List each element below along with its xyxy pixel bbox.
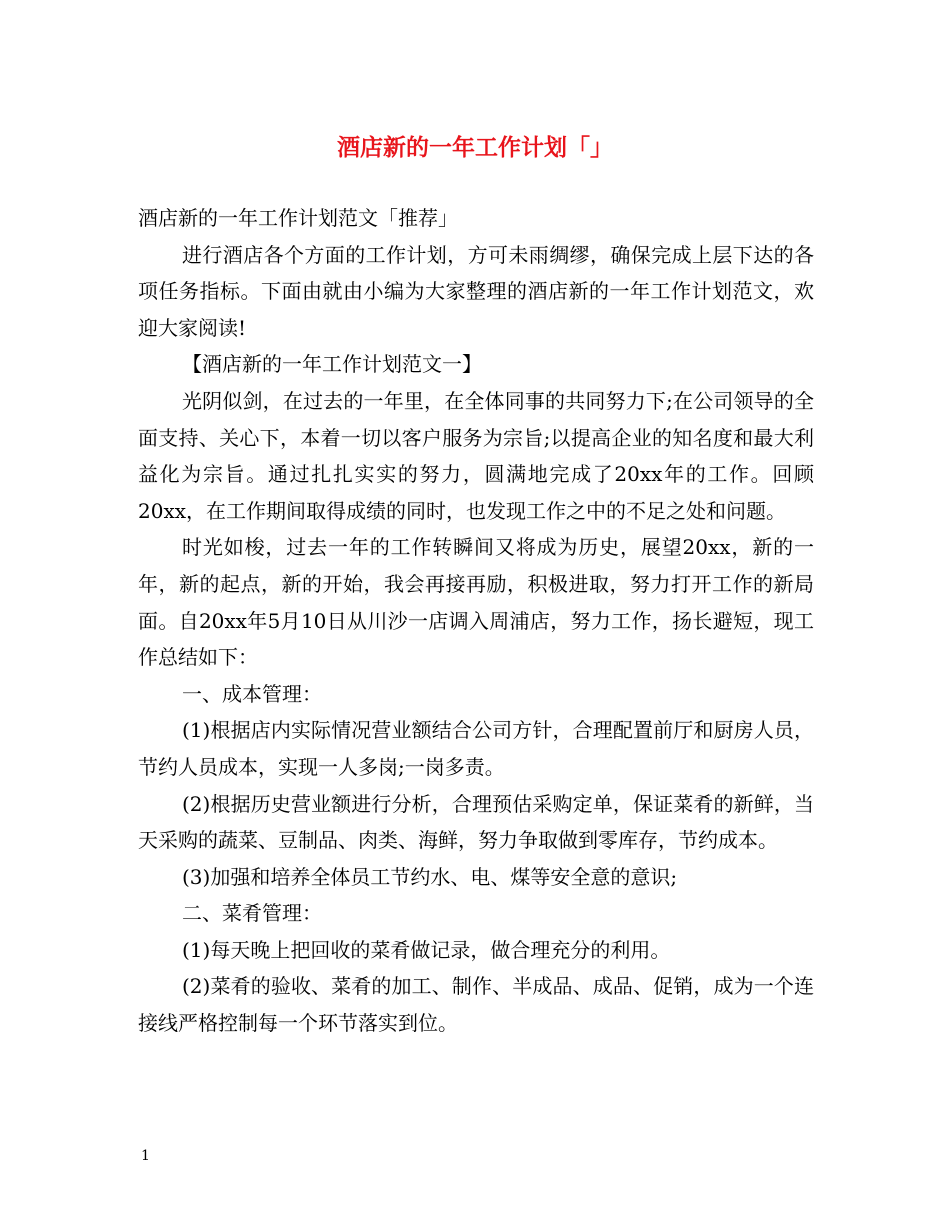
intro-paragraph: 进行酒店各个方面的工作计划，方可未雨绸缪，确保完成上层下达的各项任务指标。下面由就由小编为大家整理的酒店新的一年工作计划范文，欢迎大家阅读!	[138, 242, 814, 340]
section-heading: 二、菜肴管理：	[182, 901, 322, 926]
document-title: 酒店新的一年工作计划「」	[337, 134, 613, 161]
section-heading: 一、成本管理：	[182, 681, 322, 706]
page-number: 1	[141, 1148, 150, 1164]
list-item: (1)根据店内实际情况营业额结合公司方针，合理配置前厅和厨房人员，节约人员成本，实现一人多岗;一岗多责。	[138, 718, 814, 779]
section-heading: 【酒店新的一年工作计划范文一】	[182, 352, 482, 377]
list-item: (3)加强和培养全体员工节约水、电、煤等安全意的意识;	[182, 864, 678, 889]
document-body	[138, 200, 814, 1042]
list-item: (2)菜肴的验收、菜肴的加工、制作、半成品、成品、促销，成为一个连接线严格控制每一个环节落实到位。	[138, 974, 814, 1036]
list-item: (2)根据历史营业额进行分析，合理预估采购定单，保证菜肴的新鲜，当天采购的蔬菜、豆制品、肉类、海鲜，努力争取做到零库存，节约成本。	[138, 791, 814, 853]
list-item: (1)每天晚上把回收的菜肴做记录，做合理充分的利用。	[182, 937, 671, 962]
body-paragraph: 光阴似剑，在过去的一年里，在全体同事的共同努力下;在公司领导的全面支持、关心下，本着一切以客户服务为宗旨;以提高企业的知名度和最大利益化为宗旨。通过扎扎实实的努力，圆满地完成了20xx年的工作。回顾20xx，在工作期间取得成绩的同时，也发现工作之中的不足之处和问题。	[138, 388, 814, 523]
body-paragraph: 时光如梭，过去一年的工作转瞬间又将成为历史，展望20xx，新的一年，新的起点，新的开始，我会再接再励，积极进取，努力打开工作的新局面。自20xx年5月10日从川沙一店调入周浦店，努力工作，扬长避短，现工作总结如下：	[138, 535, 814, 670]
subtitle-paragraph: 酒店新的一年工作计划范文「推荐」	[138, 206, 458, 230]
